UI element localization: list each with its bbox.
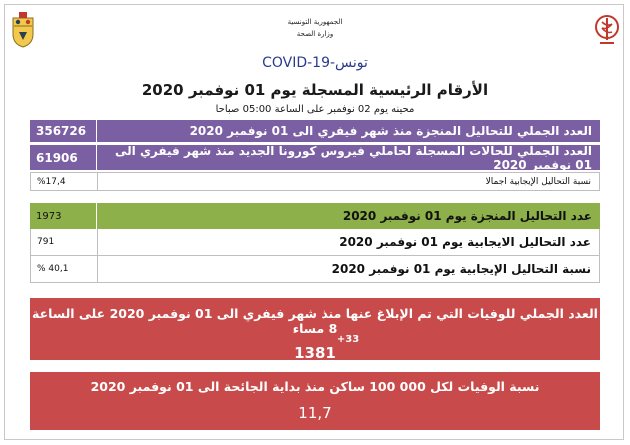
cumulative-positivity-value: %17,4	[31, 173, 98, 190]
deaths-total	[294, 334, 360, 362]
mortality-box	[30, 372, 600, 430]
cumulative-cases-value: 61906	[30, 145, 97, 170]
ministry-of-health-logo-icon	[594, 10, 620, 48]
daily-positive-value: 791	[31, 229, 98, 255]
daily-rate-label: نسبة التحاليل الإيجابية يوم 01 نوفمبر 2020	[331, 262, 591, 276]
cumulative-positivity-label: نسبة التحاليل الإيجابية اجمالا	[485, 176, 591, 187]
header-block	[250, 16, 380, 40]
country-name: الجمهورية التونسية	[287, 18, 343, 26]
update-timestamp: محينه يوم 02 نوفمبر على الساعة 05:00 صباحا	[215, 104, 415, 115]
covid-title: COVID-19-تونس	[262, 55, 368, 71]
daily-rate-row	[30, 256, 600, 283]
daily-positive-row	[30, 229, 600, 256]
cumulative-tests-value: 356726	[30, 120, 97, 142]
cumulative-cases-row	[30, 145, 600, 170]
cumulative-tests-label: العدد الجملي للتحاليل المنجزة منذ شهر فيفري الى 01 نوفمبر 2020	[189, 124, 592, 138]
cumulative-cases-label: العدد الجملي للحالات المسجلة لحاملي فيروس كورونا الجديد منذ شهر فيفري الى 01 نوفمبر 2020	[115, 143, 592, 172]
deaths-increase: +33	[336, 334, 360, 345]
tunisia-coat-of-arms-icon	[10, 10, 36, 48]
cumulative-tests-row	[30, 120, 600, 142]
daily-tests-label: عدد التحاليل المنجزة يوم 01 نوفمبر 2020	[342, 209, 592, 223]
mortality-label: نسبة الوفيات لكل 000 100 ساكن منذ بداية الجائحة الى 01 نوفمبر 2020	[90, 379, 540, 394]
page-title: الأرقام الرئيسية المسجلة يوم 01 نوفمبر 2020	[141, 81, 489, 99]
mortality-value: 11,7	[298, 404, 332, 422]
daily-rate-value: % 40,1	[31, 256, 98, 282]
daily-tests-value: 1973	[30, 203, 97, 229]
deaths-label: العدد الجملي للوفيات التي تم الإبلاغ عنها منذ شهر فيفري الى 01 نوفمبر 2020 على الساعة 8 مساء	[32, 306, 598, 336]
ministry-name: وزارة الصحة	[296, 30, 334, 38]
deaths-box	[30, 298, 600, 360]
daily-tests-row	[30, 203, 600, 229]
deaths-total-value: 1381	[294, 344, 336, 362]
daily-positive-label: عدد التحاليل الايجابية يوم 01 نوفمبر 2020	[339, 235, 591, 249]
cumulative-positivity-row	[30, 172, 600, 191]
